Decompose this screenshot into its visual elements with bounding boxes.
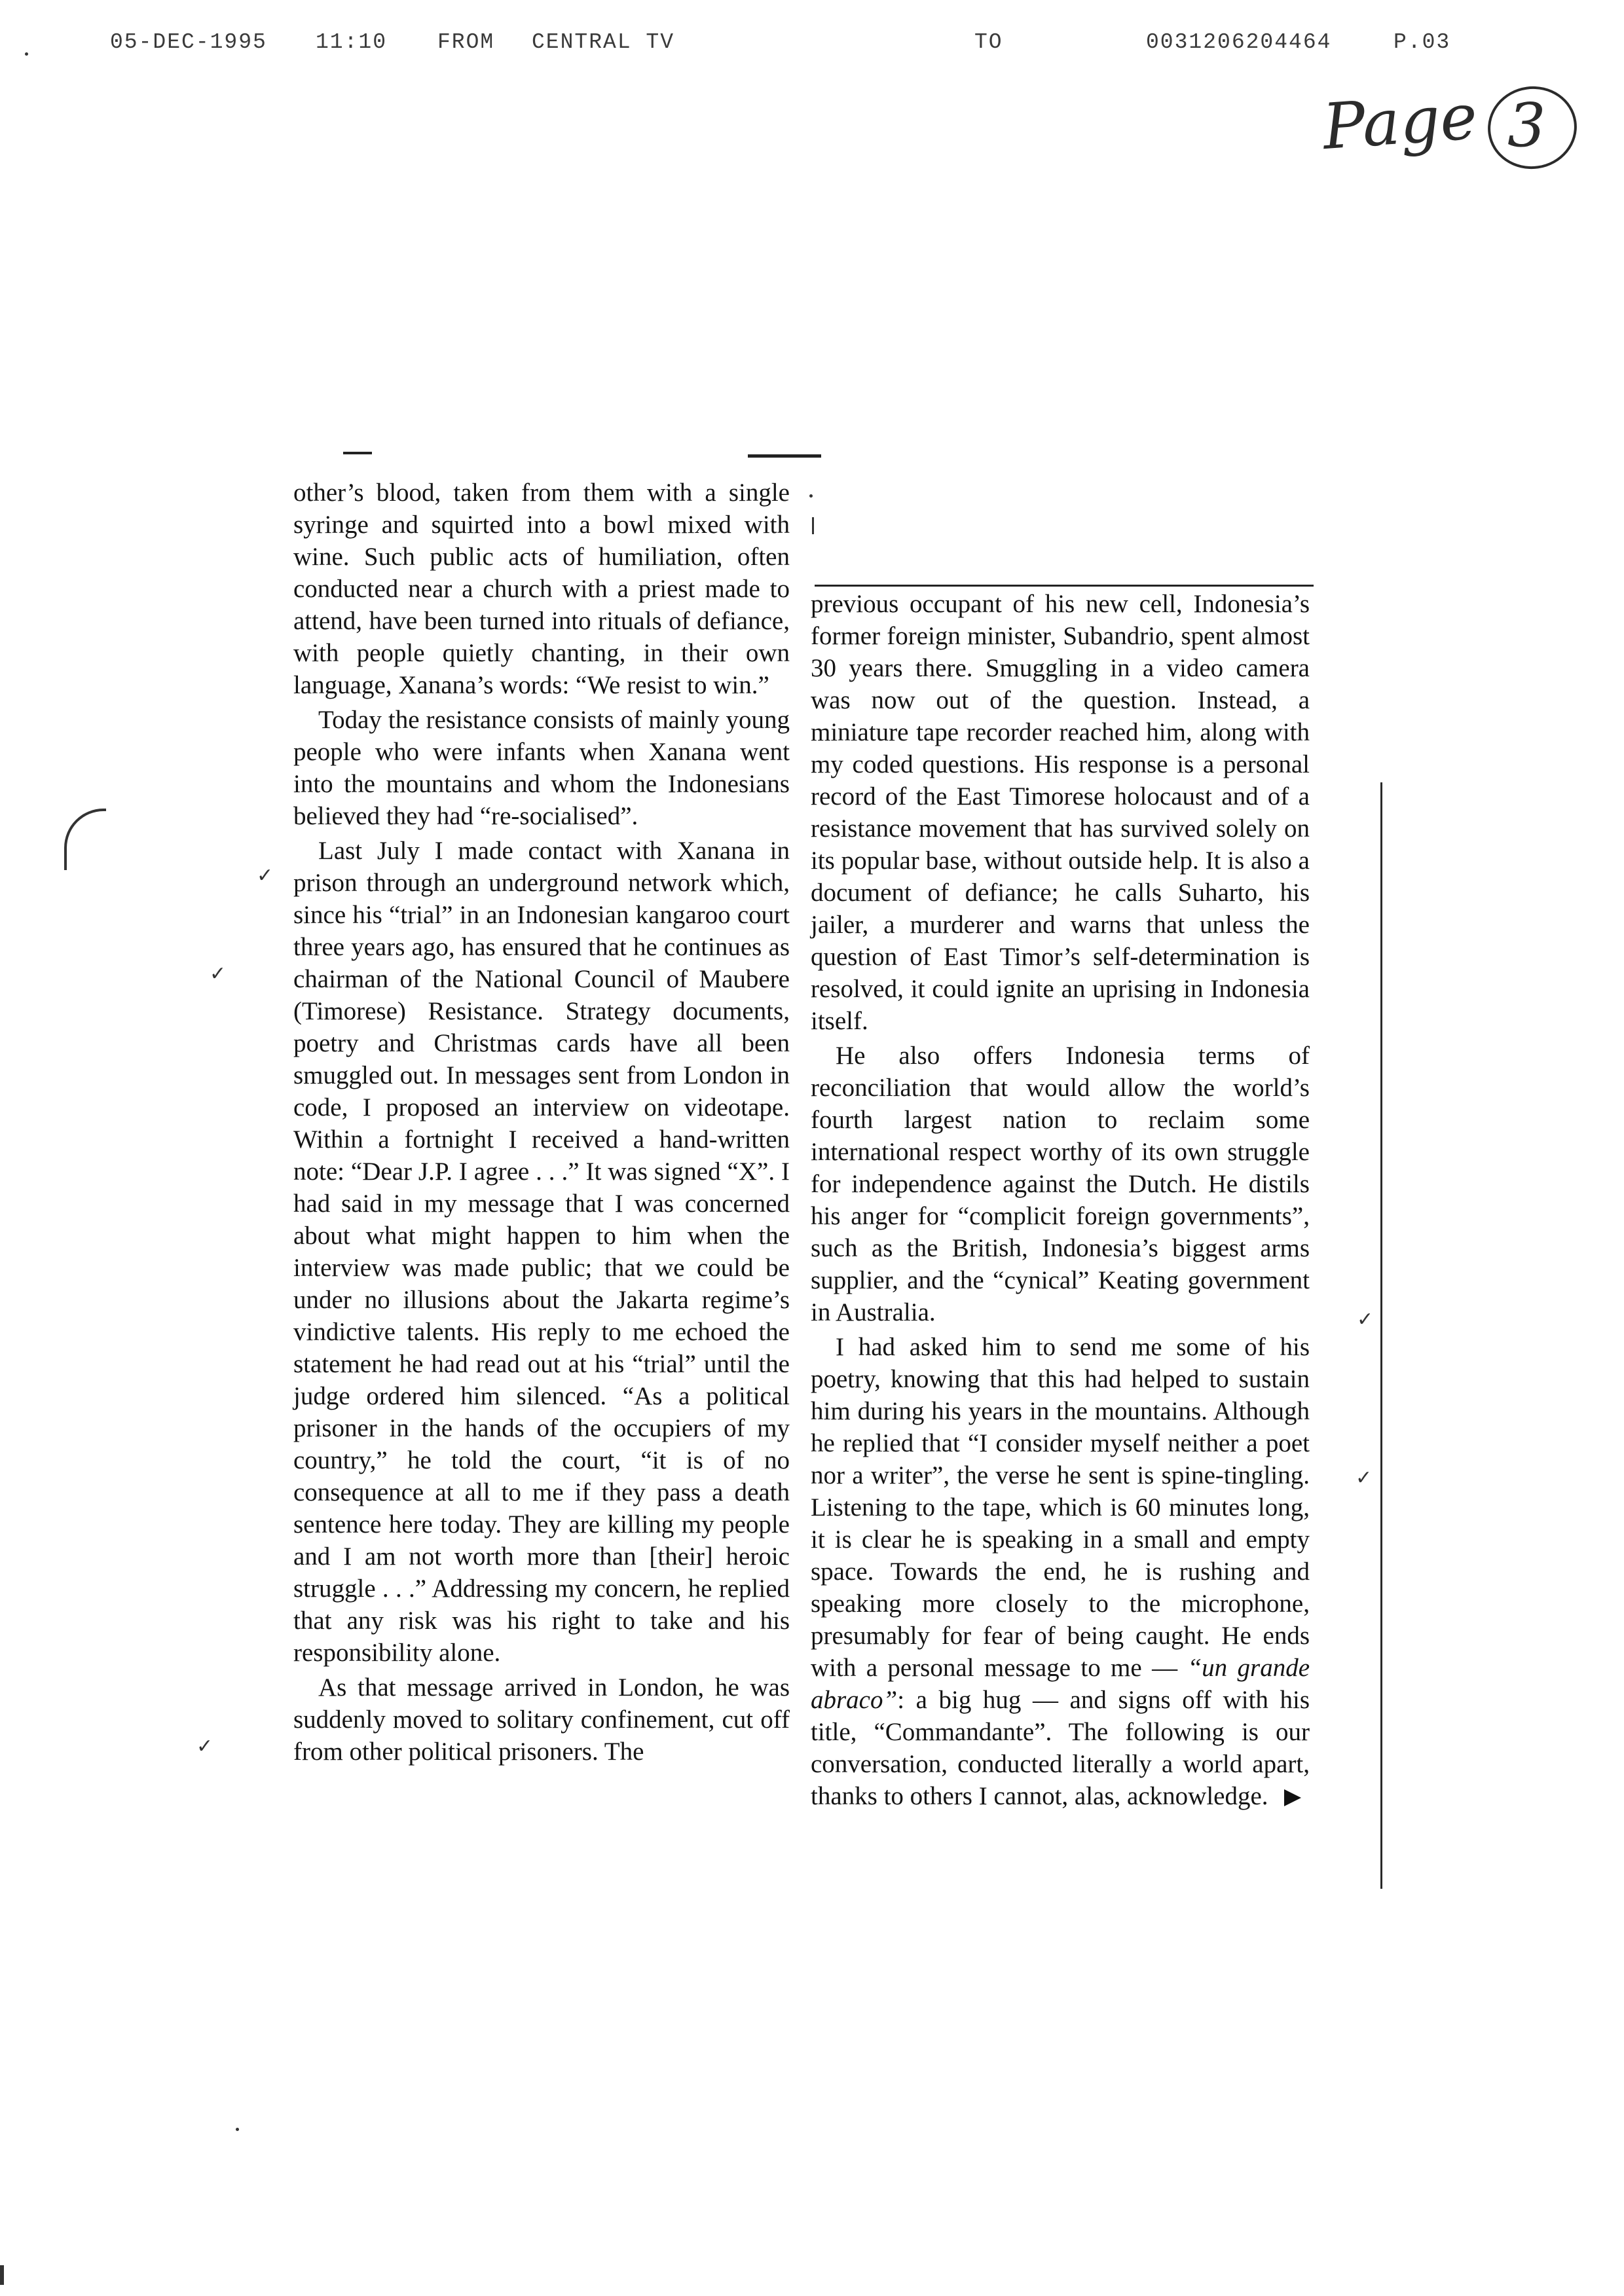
handwritten-page-annotation [1316,72,1591,190]
column-rule-right [815,585,1314,587]
article-paragraph: He also offers Indonesia terms of reconciliation that would allow the world’s fourth largest nation to reclaim some international respect worthy of its own struggle for independence against the Dutch. He distils his anger for “complicit foreign governments”, such as the British, Indonesia’s biggest arms supplier, and the “cynical” Keating government in Australia. [811,1042,1310,1326]
check-mark-icon: ✓ [210,962,227,985]
check-mark-icon: ✓ [1356,1467,1373,1489]
fax-to-label: TO [974,30,1003,54]
scan-speck [236,2128,239,2131]
article-paragraph: previous occupant of his new cell, Indonesia’s former foreign minister, Subandrio, spent almost 30 years there. Smuggling in a video camera was now out of the question. Instead, a miniature tape recorder reached him, along with my coded questions. His response is a personal record of the East Timorese holocaust and of a resistance movement that has survived solely on its popular base, without outside help. It is also a document of defiance; he calls Suharto, his jailer, a murderer and warns that unless the question of East Timor’s self-determination is resolved, it could ignite an uprising in Indonesia itself. [811,590,1310,1035]
paragraph-text: : a big hug — and signs off with his title, “Commandante”. The following is our conversation, conducted literally a world apart, thanks to others I cannot, alas, acknowledge. [811,1686,1310,1810]
fax-time: 11:10 [316,30,388,54]
article-paragraph: As that message arrived in London, he was suddenly moved to solitary confinement, cut off from other political prisoners. The [293,1673,790,1766]
article-paragraph: other’s blood, taken from them with a single syringe and squirted into a bowl mixed with wine. Such public acts of humiliation, often conducted near a church with a priest made to attend, have been turned into rituals of defiance, with people quietly chanting, in their own language, Xanana’s words: “We resist to win.” [293,479,790,699]
margin-bracket-mark [64,809,106,870]
article-right-column [811,588,1310,1812]
paragraph-text: I had asked him to send me some of his poetry, knowing that this had helped to sustain him during his years in the mountains. Although he replied that “I consider myself neither a poet nor a writer”, the verse he sent is spine-tingling. Listening to the tape, which is 60 minutes long, it is clear he is speaking in a small and empty space. Towards the end, he is rushing and speaking more closely to the microphone, presumably for fear of being caught. He ends with a personal message to me — [811,1333,1310,1682]
scan-speck [809,494,813,498]
fax-from-label: FROM [437,30,495,54]
column-rule-center [748,454,821,458]
scan-speck [0,2265,4,2285]
fax-page: P.03 [1393,30,1451,54]
article-paragraph-final [811,1331,1310,1812]
article-paragraph: Today the resistance consists of mainly young people who were infants when Xanana went into the mountains and whom the Indonesians believed they had “re-socialised”. [293,706,790,830]
check-mark-icon: ✓ [196,1735,213,1758]
check-mark-icon: ✓ [1357,1308,1374,1331]
article-paragraph: Last July I made contact with Xanana in prison through an underground network which, since his “trial” in an Indonesian kangaroo court three years ago, has ensured that he continues as chairman of the National Council of Maubere (Timorese) Resistance. Strategy documents, poetry and Christmas cards have all been smuggled out. In messages sent from London in code, I proposed an interview on videotape. Within a fortnight I received a hand-written note: “Dear J.P. I agree . . .” It was signed “X”. I had said in my message that I was concerned about what might happen to him when the interview was made public; that we could be under no illusions about the Jakarta regime’s vindictive talents. His reply to me echoed the statement he had read out at his “trial” until the judge ordered him silenced. “As a political prisoner in the hands of the occupiers of my country,” he told the court, “it is of no consequence at all to me if they pass a death sentence here today. They are killing my people and I am not worth more than [their] heroic struggle . . .” Addressing my concern, he replied that any risk was his right to take and his responsibility alone. [293,837,790,1667]
scan-speck [25,52,28,56]
fax-sender: CENTRAL TV [532,30,675,54]
fax-header [0,30,1624,63]
annotation-word: Page [1320,79,1480,164]
column-rule-left [343,452,372,454]
article-left-column [293,477,790,1768]
scan-speck [812,517,814,534]
margin-line-mark [1380,782,1382,1889]
continue-arrow-icon [1284,1789,1301,1806]
check-mark-icon: ✓ [257,864,274,887]
fax-number: 0031206204464 [1146,30,1332,54]
fax-date: 05-DEC-1995 [110,30,267,54]
quoted-phrase: “un grande abraco” [811,1654,1310,1714]
annotation-number: 3 [1507,90,1546,160]
